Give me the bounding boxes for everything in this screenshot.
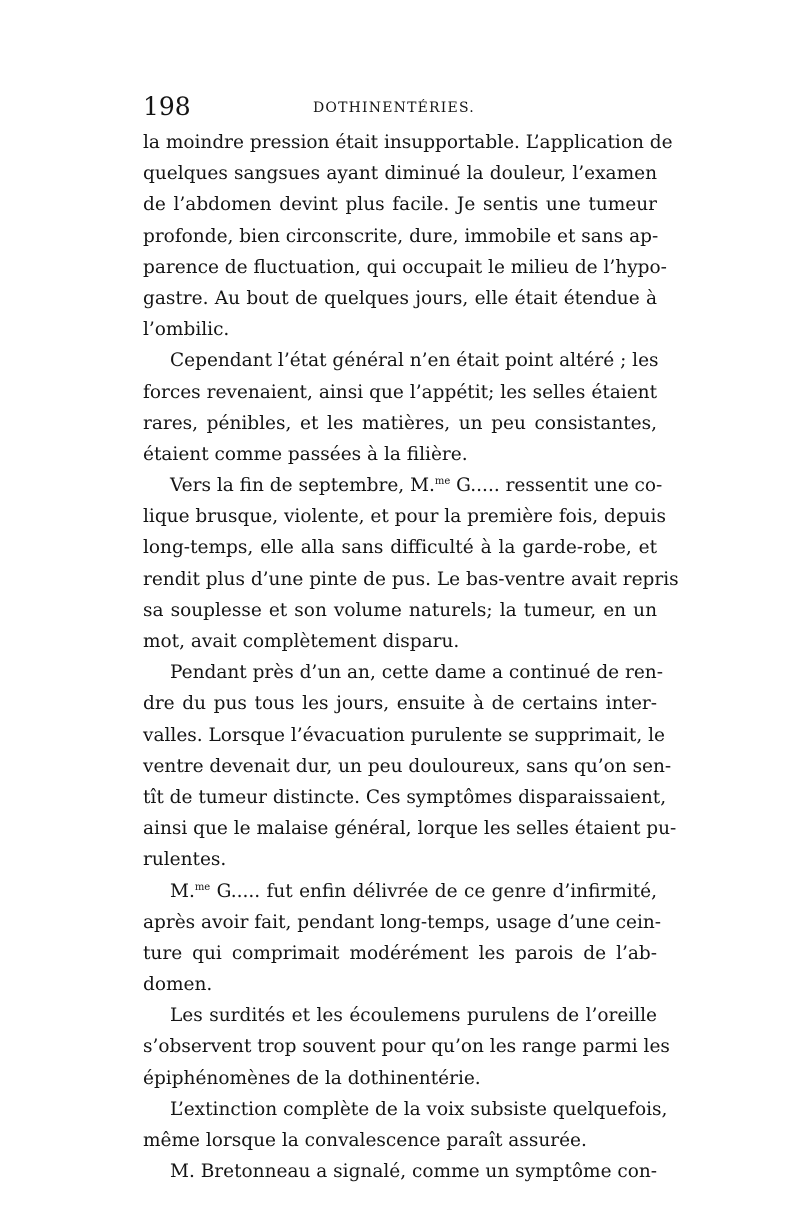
text-line: la moindre pression était insupportable. L’application de	[143, 132, 673, 153]
text-line: mot, avait complètement disparu.	[143, 631, 460, 652]
body-text	[143, 127, 679, 1187]
text-line: profonde, bien circonscrite, dure, immobile et sans ap-	[143, 225, 659, 247]
text-line: après avoir fait, pendant long-temps, usage d’une cein-	[143, 911, 662, 933]
text-line: rulentes.	[143, 849, 227, 871]
paragraph	[143, 657, 677, 875]
text-line: même lorsque la convalescence paraît assurée.	[143, 1130, 587, 1151]
text-line	[143, 876, 657, 907]
text-line: quelques sangsues ayant diminué la douleur, l’examen	[143, 163, 657, 185]
text-line: ainsi que le malaise général, lorque les selles étaient pu-	[143, 818, 677, 840]
text-fragment: G..... ressentit une co-	[450, 475, 663, 497]
text-line: domen.	[143, 974, 213, 996]
text-fragment: G..... fut enfin délivrée de ce genre d’infirmité,	[210, 880, 657, 902]
text-line: s’observent trop souvent pour qu’on les range parmi les	[143, 1036, 670, 1058]
superscript: me	[434, 476, 451, 488]
running-head: DOTHINENTÉRIES.	[313, 100, 475, 116]
superscript: me	[194, 881, 211, 893]
paragraph	[143, 1000, 670, 1094]
text-line: de l’abdomen devint plus facile. Je sentis une tumeur	[143, 194, 657, 216]
text-line: gastre. Au bout de quelques jours, elle était étendue à	[143, 287, 657, 309]
text-line: tît de tumeur distincte. Ces symptômes disparaissaient,	[143, 786, 667, 808]
text-line: rares, pénibles, et les matières, un peu consistantes,	[143, 412, 657, 434]
paragraph	[143, 876, 662, 1001]
text-line: ventre devenait dur, un peu douloureux, sans qu’on sen-	[143, 755, 672, 777]
text-line: long-temps, elle alla sans difficulté à la garde-robe, et	[143, 537, 657, 559]
text-line: Pendant près d’un an, cette dame a continué de ren-	[170, 662, 663, 684]
text-line: forces revenaient, ainsi que l’appétit; les selles étaient	[143, 381, 657, 403]
text-line	[143, 470, 663, 501]
page-header	[143, 92, 658, 126]
text-line: parence de fluctuation, qui occupait le milieu de l’hypo-	[143, 256, 667, 278]
text-fragment: M.	[170, 880, 195, 902]
text-line: Les surdités et les écoulemens purulens de l’oreille	[170, 1005, 657, 1027]
paragraph	[143, 127, 673, 345]
text-line: M. Bretonneau a signalé, comme un symptôme con-	[170, 1161, 658, 1183]
paragraph	[143, 345, 657, 470]
text-line: épiphénomènes de la dothinentérie.	[143, 1067, 481, 1089]
paragraph	[143, 470, 679, 657]
paragraph	[143, 1094, 668, 1156]
text-line: sa souplesse et son volume naturels; la tumeur, en un	[143, 599, 657, 621]
text-line: Cependant l’état général n’en était point altéré ; les	[170, 350, 659, 372]
text-fragment: Vers la fin de septembre, M.	[170, 475, 435, 497]
text-line: L’extinction complète de la voix subsiste quelquefois,	[170, 1098, 668, 1120]
paragraph	[143, 1156, 657, 1187]
text-line: l’ombilic.	[143, 319, 230, 341]
text-line: étaient comme passées à la filière.	[143, 443, 468, 465]
text-line: dre du pus tous les jours, ensuite à de certains inter-	[143, 693, 657, 715]
text-line: ture qui comprimait modérément les parois de l’ab-	[143, 942, 657, 964]
page-number: 198	[143, 92, 191, 121]
text-line: rendit plus d’une pinte de pus. Le bas-ventre avait repris	[143, 568, 679, 590]
text-line: lique brusque, violente, et pour la première fois, depuis	[143, 506, 666, 528]
text-line: valles. Lorsque l’évacuation purulente se supprimait, le	[143, 724, 665, 746]
